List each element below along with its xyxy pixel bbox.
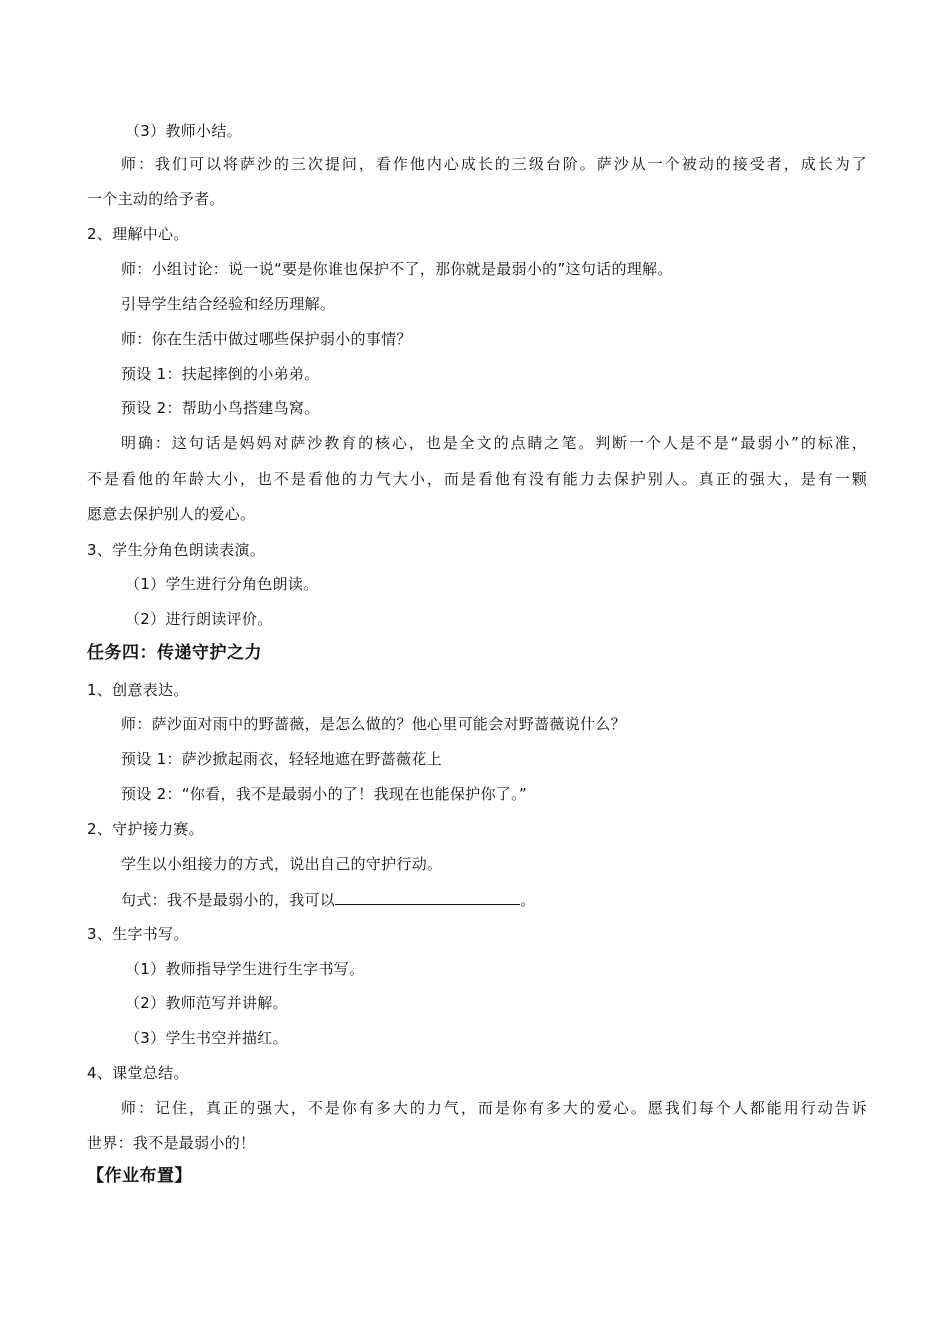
paragraph-line: 引导学生结合经验和经历理解。 bbox=[121, 295, 336, 313]
homework-heading: 【作业布置】 bbox=[87, 1166, 192, 1186]
sub-item: （1）教师指导学生进行生字书写。 bbox=[125, 960, 365, 978]
paragraph-line: 师：萨沙面对雨中的野蔷薇，是怎么做的？他心里可能会对野蔷薇说什么？ bbox=[121, 715, 626, 733]
task-four-heading: 任务四：传递守护之力 bbox=[87, 643, 262, 663]
section-item-writing: 3、生字书写。 bbox=[87, 925, 189, 943]
section-item-understand-center: 2、理解中心。 bbox=[87, 225, 189, 243]
sub-item: （3）学生书空并描红。 bbox=[125, 1029, 288, 1047]
paragraph-line: 世界：我不是最弱小的！ bbox=[87, 1134, 256, 1152]
paragraph-line: 师：记住，真正的强大，不是你有多大的力气，而是你有多大的爱心。愿我们每个人都能用行动告诉 bbox=[121, 1099, 867, 1117]
sub-item: （1）学生进行分角色朗读。 bbox=[125, 575, 319, 593]
paragraph-line: 学生以小组接力的方式，说出自己的守护行动。 bbox=[121, 855, 443, 873]
preset-answer: 预设 1：萨沙掀起雨衣，轻轻地遮在野蔷薇花上 bbox=[121, 750, 442, 768]
paragraph-line: 师：我们可以将萨沙的三次提问，看作他内心成长的三级台阶。萨沙从一个被动的接受者，成长为了 bbox=[121, 155, 867, 173]
section-item-relay: 2、守护接力赛。 bbox=[87, 820, 204, 838]
paragraph-line: 师：你在生活中做过哪些保护弱小的事情？ bbox=[121, 330, 412, 348]
section-item-creative-expression: 1、创意表达。 bbox=[87, 681, 189, 699]
paragraph-line: 愿意去保护别人的爱心。 bbox=[87, 505, 256, 523]
teacher-summary-item: （3）教师小结。 bbox=[125, 122, 242, 140]
section-item-summary: 4、课堂总结。 bbox=[87, 1064, 189, 1082]
preset-answer: 预设 2：帮助小鸟搭建鸟窝。 bbox=[121, 399, 320, 417]
sentence-pattern-prefix: 句式：我不是最弱小的，我可以 bbox=[121, 891, 336, 909]
section-item-role-reading: 3、学生分角色朗读表演。 bbox=[87, 541, 266, 559]
sub-item: （2）进行朗读评价。 bbox=[125, 610, 273, 628]
preset-answer: 预设 2：“你看，我不是最弱小的了！我现在也能保护你了。” bbox=[121, 785, 528, 803]
paragraph-line: 明确：这句话是妈妈对萨沙教育的核心，也是全文的点睛之笔。判断一个人是不是“最弱小”的标准， bbox=[121, 434, 867, 452]
preset-answer: 预设 1：扶起摔倒的小弟弟。 bbox=[121, 365, 320, 383]
paragraph-line: 不是看他的年龄大小，也不是看他的力气大小，而是看他有没有能力去保护别人。真正的强大，是有一颗 bbox=[87, 470, 867, 488]
sentence-pattern-suffix: 。 bbox=[520, 891, 536, 909]
sentence-pattern bbox=[121, 889, 867, 910]
paragraph-line: 师：小组讨论：说一说“要是你谁也保护不了，那你就是最弱小的”这句话的理解。 bbox=[121, 260, 673, 278]
fill-in-blank bbox=[335, 889, 520, 905]
sub-item: （2）教师范写并讲解。 bbox=[125, 994, 288, 1012]
paragraph-line: 一个主动的给予者。 bbox=[87, 190, 225, 208]
